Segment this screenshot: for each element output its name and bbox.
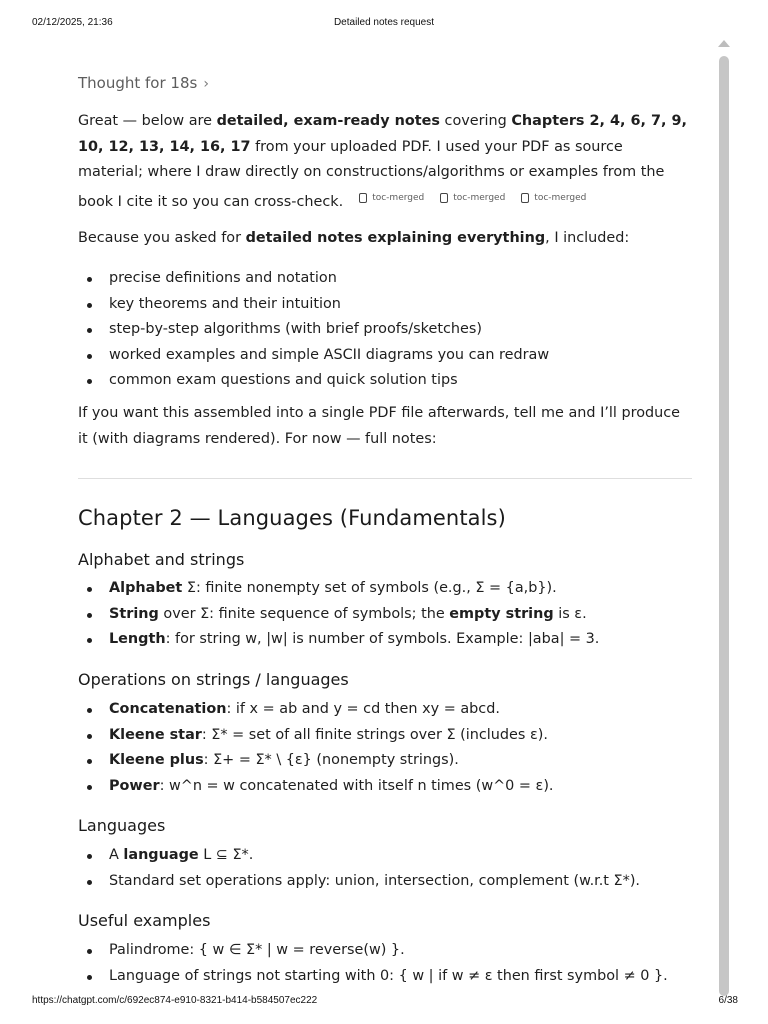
document-icon (359, 193, 367, 203)
closing-paragraph: If you want this assembled into a single PDF file afterwards, tell me and I’ll produce it (with diagrams rendered). For now — full notes: (78, 405, 681, 447)
thought-label: Thought for 18s (78, 74, 198, 92)
scroll-up-arrow-icon[interactable] (718, 40, 730, 47)
chevron-right-icon: › (203, 76, 209, 92)
alphabet-list (78, 576, 698, 653)
citation-chip[interactable]: toc-merged (440, 186, 505, 212)
page-number: 6/38 (718, 995, 738, 1006)
list-item: Alphabet Σ: finite nonempty set of symbols (e.g., Σ = {a,b}). (78, 576, 698, 602)
print-url: https://chatgpt.com/c/692ec874-e910-8321-b414-b584507ec222 (32, 995, 318, 1006)
operations-list (78, 697, 698, 799)
list-item: Standard set operations apply: union, intersection, complement (w.r.t Σ*). (78, 869, 698, 895)
list-item: common exam questions and quick solution tips (78, 368, 698, 394)
intro-bold-2: Chapters 2, 4, 6, 7, 9, 10, 12, 13, 14, 16, 17 (78, 113, 687, 155)
list-item: worked examples and simple ASCII diagrams you can redraw (78, 343, 698, 369)
scroll-thumb[interactable] (719, 56, 729, 996)
scrollbar[interactable] (718, 40, 730, 995)
intro-text-3: from your uploaded PDF. I used your PDF as source material; where I draw directly on constructions/algorithms or examples from the book I cite it so you can cross-check. (78, 138, 665, 210)
list-item: key theorems and their intuition (78, 292, 698, 318)
chapter-title: Chapter 2 — Languages (Fundamentals) (78, 506, 506, 530)
document-icon (440, 193, 448, 203)
print-datetime: 02/12/2025, 21:36 (32, 17, 113, 28)
list-item: precise definitions and notation (78, 266, 698, 292)
intro-text-2: covering (439, 113, 512, 129)
divider (78, 478, 692, 479)
list-item: Language of strings not starting with 0: { w | if w ≠ ε then first symbol ≠ 0 }. (78, 964, 698, 990)
print-footer (0, 995, 768, 1009)
intro-text-1: Great — below are (78, 113, 217, 129)
list-item: Power: w^n = w concatenated with itself n times (w^0 = ε). (78, 774, 698, 800)
list-item: String over Σ: finite sequence of symbols; the empty string is ε. (78, 602, 698, 628)
list-item: Concatenation: if x = ab and y = cd then xy = abcd. (78, 697, 698, 723)
intro-bold-1: detailed, exam-ready notes (216, 113, 440, 129)
because-paragraph: Because you asked for detailed notes explaining everything, I included: (78, 230, 630, 246)
list-item: Palindrome: { w ∈ Σ* | w = reverse(w) }. (78, 938, 698, 964)
examples-list (78, 938, 698, 989)
section-heading: Languages (78, 816, 166, 835)
print-title: Detailed notes request (333, 17, 435, 28)
list-item: A language L ⊆ Σ*. (78, 843, 698, 869)
list-item: Length: for string w, |w| is number of symbols. Example: |aba| = 3. (78, 627, 698, 653)
intro-paragraph (78, 109, 692, 215)
languages-list (78, 843, 698, 894)
document-icon (521, 193, 529, 203)
list-item: step-by-step algorithms (with brief proofs/sketches) (78, 317, 698, 343)
section-heading: Alphabet and strings (78, 550, 245, 569)
print-header (0, 17, 768, 31)
included-list (78, 266, 698, 394)
list-item: Kleene star: Σ* = set of all finite strings over Σ (includes ε). (78, 723, 698, 749)
section-heading: Useful examples (78, 911, 211, 930)
section-heading: Operations on strings / languages (78, 670, 349, 689)
citation-chip[interactable]: toc-merged (359, 186, 424, 212)
list-item: Kleene plus: Σ+ = Σ* \ {ε} (nonempty strings). (78, 748, 698, 774)
citation-chip[interactable]: toc-merged (521, 186, 586, 212)
thought-toggle[interactable] (78, 74, 209, 92)
